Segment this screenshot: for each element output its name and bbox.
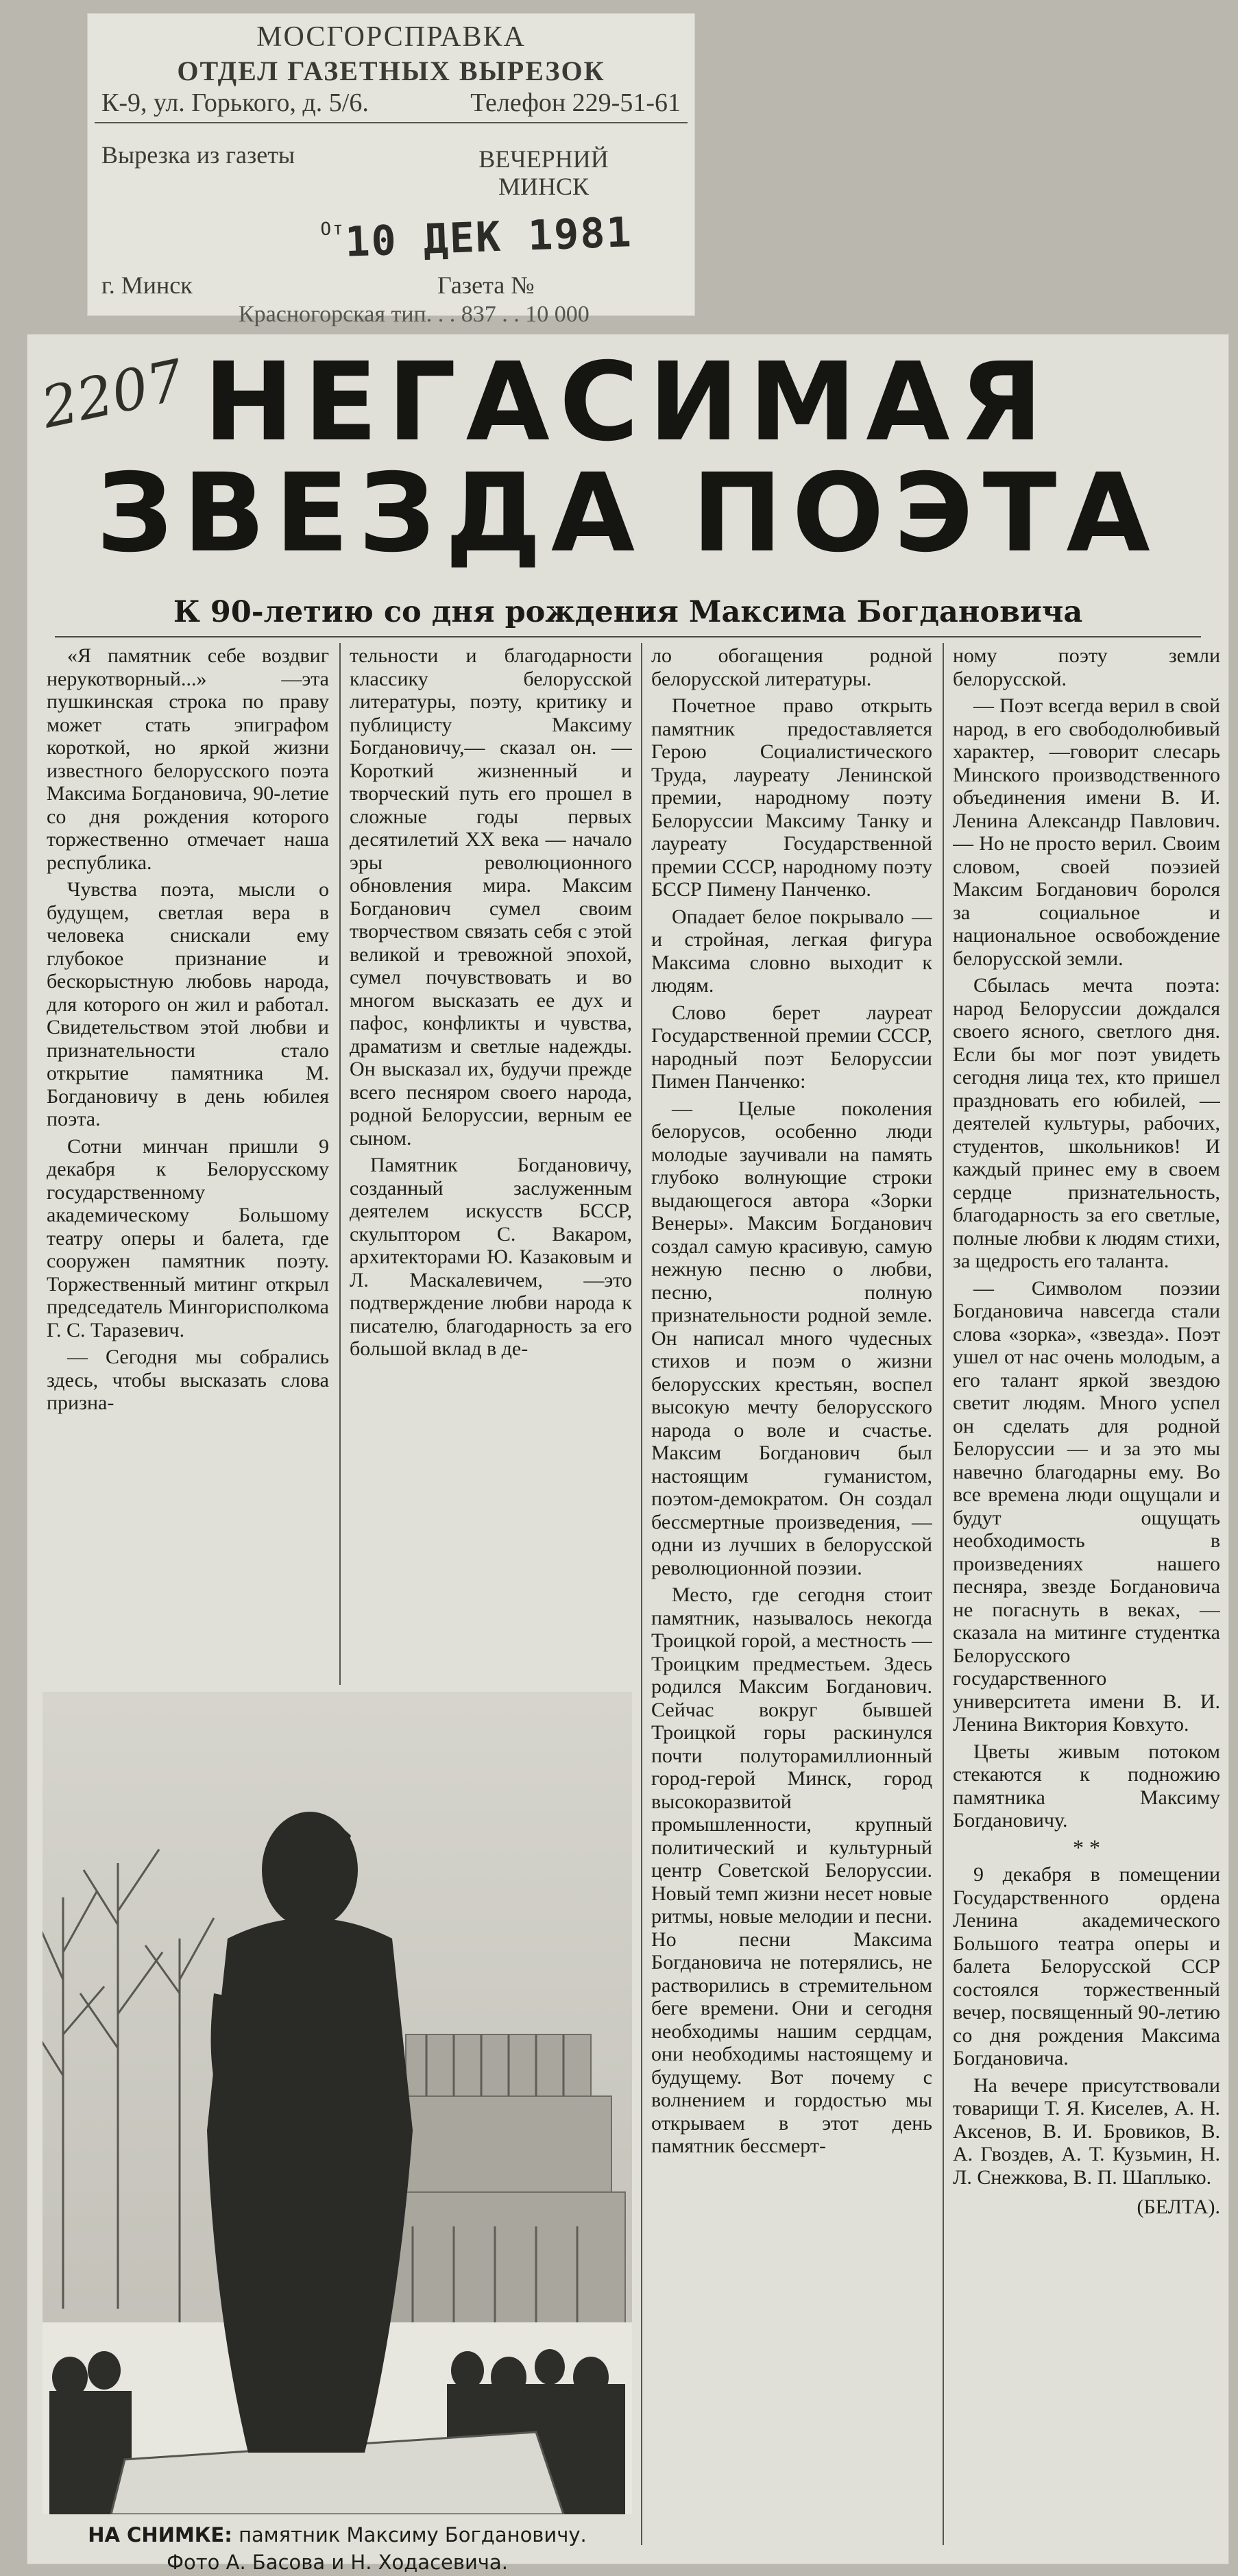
archive-number: 2207 xyxy=(36,348,190,441)
paragraph: — Целые поколения белорусов, особенно люди молодые заучивали на память глубоко волнующие строки выдающегося автора «Зорки Венеры». Максим Богданович создал самую красивую, самую нежную песню о любви, песню, полную признательности родной земле. Он написал много чудесных стихов и поэм о жизни белорусских крестьян, воспел высокую мечту белорусского народа о воле и счастье. Максим Богданович был настоящим гуманистом, поэтом-демократом. Он создал бессмертные произведения, — одни из лучших в белорусской революционной поэзии. xyxy=(651,1097,932,1579)
photo-caption-label: НА СНИМКЕ: xyxy=(88,2523,232,2547)
paragraph: «Я памятник себе воздвиг нерукотворный...» —эта пушкинская строка по праву может стать эпиграфом короткой, но яркой жизни известного белорусского поэта Максима Богдановича, 90-летие со дня рождения которого торжественно отмечает наша республика. xyxy=(47,644,329,874)
stamp-clipping-label: Вырезка из газеты xyxy=(101,141,295,169)
photo-caption-text: памятник Максиму Богдановичу. xyxy=(239,2523,587,2547)
paragraph: Сотни минчан пришли 9 декабря к Белорусскому государственному академическому Большому театру оперы и балета, где сооружен памятник поэту. Торжественный митинг открыл председатель Мингорисполкома Г. С. Таразевич. xyxy=(47,1134,329,1341)
paragraph: Сбылась мечта поэта: народ Белоруссии дождался своего ясного, светлого дня. Если бы мог поэт увидеть сегодня лица тех, кто пришел праздновать его юбилей, —деятелей культуры, рабочих, студентов, школьников! И каждый принес ему в своем сердце признательность, благодарность за его светлые, полные любви к людям стихи, за щедрость его таланта. xyxy=(953,974,1220,1272)
column-rule-1 xyxy=(339,643,341,1685)
paragraph: Почетное право открыть памятник предоставляется Герою Социалистического Труда, лауреату Ленинской премии, народному поэту Белоруссии Максиму Танку и лауреату Государственной премии СССР, народному поэту БССР Пимену Панченко. xyxy=(651,694,932,901)
stamp-city: г. Минск xyxy=(101,271,193,299)
paragraph: Чувства поэта, мысли о будущем, светлая вера в человека снискали ему глубокое признание и бескорыстную любовь народа, для которого он жил и работал. Свидетельством этой любви и признательности стало открытие памятника М. Богдановичу в день юбилея поэта. xyxy=(47,878,329,1130)
archive-stamp xyxy=(88,14,694,327)
stamp-date-value: 10 ДЕК 1981 xyxy=(344,208,633,267)
paragraph: ному поэту земли белорусской. xyxy=(953,644,1220,690)
article-column-1 xyxy=(47,644,329,1686)
stamp-department: ОТДЕЛ ГАЗЕТНЫХ ВЫРЕЗОК xyxy=(177,56,605,86)
photo-caption xyxy=(43,2521,632,2576)
paragraph: Место, где сегодня стоит памятник, называлось некогда Троицкой горой, а местность — Троицким предместьем. Здесь родился Максим Богданович. Сейчас вокруг бывшей Троицкой горы раскинулся почти полуторамиллионный город-герой Минск, город высокоразвитой промышленности, крупный политический и культурный центр Советской Белоруссии. Новый темп жизни несет новые ритмы, новые мелодии и песни. Но песни Максима Богдановича не потерялись, не растворились в стремительном беге времени. Они и сегодня необходимы нашим сердцам, они необходимы настоящему и будущему. Вот почему с волнением и гордостью мы открываем в этот день памятник бессмерт- xyxy=(651,1583,932,2157)
subheadline: К 90-летию со дня рождения Максима Богдановича xyxy=(173,595,1083,629)
agency-credit: (БЕЛТА). xyxy=(1137,2196,1220,2218)
monument-photo xyxy=(43,1692,632,2514)
column-rule-3 xyxy=(943,643,944,2545)
article-column-2 xyxy=(350,644,632,1686)
paragraph: — Символом поэзии Богдановича навсегда стали слова «зорка», «звезда». Поэт ушел от нас очень молодым, а его талант яркой звездою светит людям. Много успел он сделать для родной Белоруссии — и за это мы навечно благодарны ему. Во все времена люди ощущали и будут ощущать необходимость в произведениях нашего песняра, звезде Богдановича не погаснуть в веках, — сказала на митинге студентка Белорусского государственного университета имени В. И. Ленина Виктория Ковхуто. xyxy=(953,1276,1220,1736)
stamp-organization: МОСГОРСПРАВКА xyxy=(256,21,526,53)
stamp-newspaper-name: ВЕЧЕРНИЙ МИНСК xyxy=(478,145,609,200)
stamp-printer: Красногорская тип. . . 837 . . 10 000 xyxy=(239,302,590,327)
article-column-4 xyxy=(953,644,1220,2536)
paragraph: Опадает белое покрывало — и стройная, легкая фигура Максима словно выходит к людям. xyxy=(651,905,932,997)
headline-line-1: НЕГАСИМАЯ xyxy=(203,339,1053,465)
monument-photo-image xyxy=(43,1692,632,2514)
paragraph: — Сегодня мы собрались здесь, чтобы высказать слова призна- xyxy=(47,1346,329,1414)
column-rule-2 xyxy=(641,643,642,2545)
paragraph: Цветы живым потоком стекаются к подножию памятника Максиму Богдановичу. xyxy=(953,1740,1220,1832)
stamp-date xyxy=(320,208,633,267)
stamp-phone: Телефон 229-51-61 xyxy=(470,88,681,117)
stamp-divider xyxy=(95,122,688,123)
paragraph: — Поэт всегда верил в свой народ, в его свободолюбивый характер, —говорит слесарь Минского производственного объединения имени В. И. Ленина Александр Павлович. — Но не просто верил. Своим словом, своей поэзией Максим Богданович боролся за социальное и национальное освобождение белорусской земли. xyxy=(953,694,1220,970)
paragraph: На вечере присутствовали товарищи Т. Я. Киселев, А. Н. Аксенов, В. И. Бровиков, В. А. Гвоздев, А. Т. Кузьмин, Н. Л. Снежкова, В. П. Шаплыко. xyxy=(953,2074,1220,2189)
paragraph: тельности и благодарности классику белорусской литературы, поэту, критику и публицисту Максиму Богдановичу,— сказал он. — Короткий жизненный и творческий путь его прошел в сложные годы первых десятилетий XX века — начало эры революционного обновления мира. Максим Богданович сумел своим творчеством связать себя с этой великой и тревожной эпохой, сумел почувствовать и во многом высказать ее дух и пафос, конфликты и чувства, драматизм и светлые надежды. Он высказал их, будучи прежде всего песняром своего народа, родной Белоруссии, верным ее сыном. xyxy=(350,644,632,1150)
photo-credit: Фото А. Басова и Н. Ходасевича. xyxy=(167,2551,508,2574)
stamp-date-prefix: От xyxy=(319,218,345,240)
article-column-3 xyxy=(651,644,932,2536)
headline-line-2: ЗВЕЗДА ПОЭТА xyxy=(96,450,1160,576)
paragraph: Памятник Богдановичу, созданный заслуженным деятелем искусств БССР, скульптором С. Вакаром, архитекторами Ю. Казаковым и Л. Маскалевичем, —это подтверждение любви народа к писателю, благодарность за его большой вклад в де- xyxy=(350,1154,632,1360)
section-separator: * * xyxy=(1073,1834,1100,1860)
subheadline-rule xyxy=(55,636,1201,637)
stamp-gazette-no: Газета № xyxy=(437,271,535,299)
paragraph: ло обогащения родной белорусской литературы. xyxy=(651,644,932,690)
paragraph: Слово берет лауреат Государственной премии СССР, народный поэт Белоруссии Пимен Панченко: xyxy=(651,1001,932,1093)
paragraph: 9 декабря в помещении Государственного ордена Ленина академического Большого театра оперы и балета Белорусской ССР состоялся торжественный вечер, посвященный 90-летию со дня рождения Максима Богдановича. xyxy=(953,1863,1220,2069)
newspaper-clipping xyxy=(27,335,1228,2574)
stamp-address: К-9, ул. Горького, д. 5/6. xyxy=(101,88,369,117)
